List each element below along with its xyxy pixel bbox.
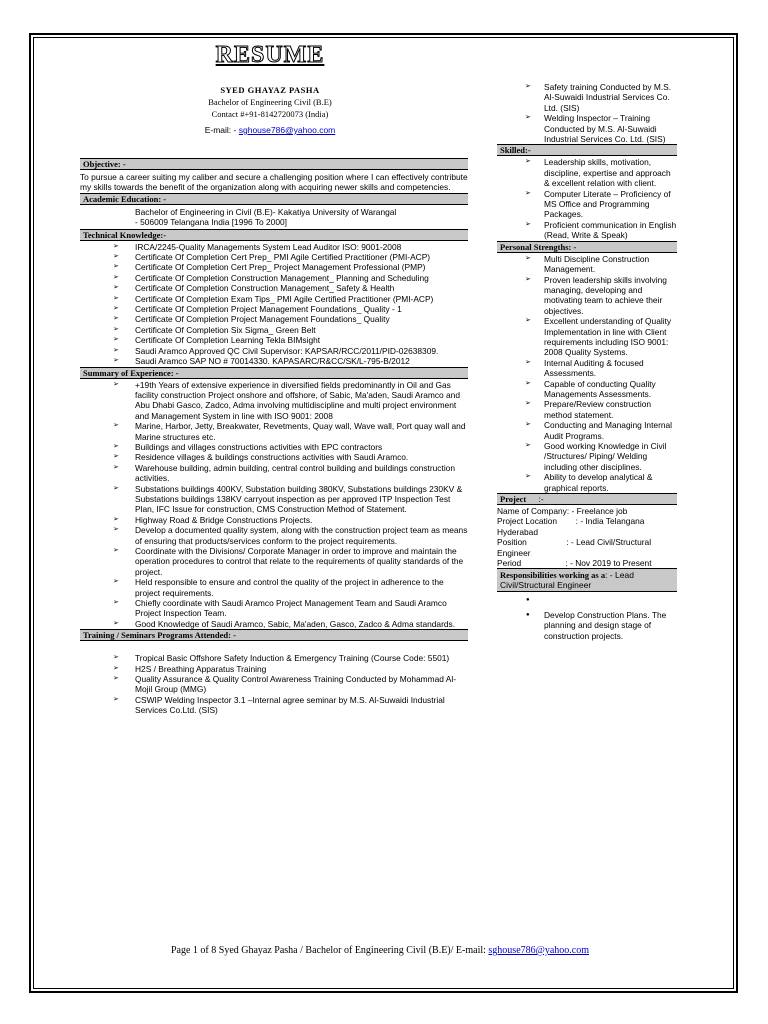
responsibility-item: ● Develop Construction Plans. The planning and design stage of construction projects. xyxy=(497,610,677,641)
technical-item: ➢ Certificate Of Completion Exam Tips_ PMI Agile Certified Practitioner (PMI-ACP) xyxy=(80,294,468,304)
project-heading-suffix: :- xyxy=(538,494,544,505)
summary-item: ➢ Buildings and villages constructions activities with EPC contractors xyxy=(80,442,468,452)
summary-item: ➢ +19th Years of extensive experience in diversified fields predominantly in Oil and Gas facility construction Project onshore and offshore, of Sabic, Ma'aden, Saudi Aramco and Abu Dhabi Gasco, Zadco, Adma involving multidiscipline and multi project environment and Management System in line with ISO 9001: 2008 xyxy=(80,380,468,422)
summary-item: ➢ Warehouse building, admin building, central control building and buildings construction activities. xyxy=(80,463,468,484)
email-line xyxy=(150,124,390,136)
technical-item: ➢ Certificate Of Completion Six Sigma_ Green Belt xyxy=(80,325,468,335)
skilled-section xyxy=(497,144,677,240)
project-location: Project Location : - India Telangana Hyderabad xyxy=(497,516,647,537)
objective-text: To pursue a career suiting my caliber and secure a challenging position where I can effectively contribute my skills towards the benefit of the organization along with acquiring newer skills and competencies. xyxy=(80,172,468,193)
objective-heading: Objective: - xyxy=(80,158,468,170)
project-period: Period : - Nov 2019 to Present xyxy=(497,558,652,569)
responsibilities-heading xyxy=(497,568,677,592)
education-heading: Academic Education: - xyxy=(80,193,468,205)
contact-line: Contact #+91-8142720073 (India) xyxy=(211,109,329,119)
technical-section xyxy=(80,229,468,367)
project-position: Position : - Lead Civil/Structural Engineer xyxy=(497,537,654,558)
technical-item: ➢ Certificate Of Completion Construction Management_ Planning and Scheduling xyxy=(80,273,468,283)
training-continued-list xyxy=(497,82,677,144)
technical-item: ➢ Certificate Of Completion Cert Prep_ PMI Agile Certified Practitioner (PMI-ACP) xyxy=(80,252,468,262)
project-company: Name of Company: - Freelance job xyxy=(497,506,628,517)
training-section xyxy=(80,629,468,715)
summary-item: ➢ Highway Road & Bridge Constructions Projects. xyxy=(80,515,468,525)
strength-item: ➢ Ability to develop analytical & graphical reports. xyxy=(497,472,677,493)
project-heading-label: Project xyxy=(500,494,527,505)
strength-item: ➢ Good working Knowledge in Civil /Structures/ Piping/ Welding including other disciplines. xyxy=(497,441,677,472)
technical-item: ➢ IRCA/2245-Quality Managements System Lead Auditor ISO: 9001-2008 xyxy=(80,242,468,252)
technical-item: ➢ Certificate Of Completion Cert Prep_ Project Management Professional (PMP) xyxy=(80,262,468,272)
responsibility-item xyxy=(497,595,677,605)
technical-heading: Technical Knowledge:- xyxy=(80,229,468,241)
summary-heading: Summary of Experience: - xyxy=(80,367,468,379)
strength-item: ➢ Multi Discipline Construction Management. xyxy=(497,254,677,275)
summary-section xyxy=(80,367,468,630)
summary-item: ➢ Chiefly coordinate with Saudi Aramco Project Management Team and Saudi Aramco Project Inspection Team. xyxy=(80,598,468,619)
technical-item: ➢ Saudi Aramco Approved QC Civil Supervisor: KAPSAR/RCC/2011/PID-02638309. xyxy=(80,346,468,356)
technical-item: ➢ Certificate Of Completion Learning Tekla BIMsight xyxy=(80,335,468,345)
skilled-heading: Skilled:- xyxy=(497,144,677,156)
training-item: ➢ Welding Inspector – Training Conducted by M.S. Al-Suwaidi Industrial Services Co. Ltd. (SIS) xyxy=(497,113,677,144)
strength-item: ➢ Internal Auditing & focused Assessments. xyxy=(497,358,677,379)
strengths-section xyxy=(497,241,677,493)
skilled-item: ➢ Leadership skills, motivation, discipline, expertise and approach & excellent relation with client. xyxy=(497,157,677,188)
technical-item: ➢ Certificate Of Completion Project Management Foundations_ Quality - 1 xyxy=(80,304,468,314)
objective-section xyxy=(80,158,468,193)
summary-item: ➢ Residence villages & buildings constructions activities with Saudi Aramco. xyxy=(80,452,468,462)
candidate-name: SYED GHAYAZ PASHA xyxy=(220,85,320,95)
email-link[interactable]: sghouse786@yahoo.com xyxy=(238,125,336,135)
technical-item: ➢ Certificate Of Completion Construction Management_ Safety & Health xyxy=(80,283,468,293)
resume-title: RESUME xyxy=(215,42,325,68)
project-section xyxy=(497,493,677,568)
summary-item: ➢ Coordinate with the Divisions/ Corporate Manager in order to improve and maintain the operation procedures to control that relate to the requirements of quality standards of the project. xyxy=(80,546,468,577)
training-item: ➢ H2S / Breathing Apparatus Training xyxy=(80,664,468,674)
degree-line: Bachelor of Engineering Civil (B.E) xyxy=(208,97,332,107)
email-label: E-mail: - xyxy=(204,125,237,135)
strength-item: ➢ Proven leadership skills involving managing, developing and motivating team to achieve their objectives. xyxy=(497,275,677,317)
training-heading: Training / Seminars Programs Attended: - xyxy=(80,629,468,641)
training-item: ➢ Tropical Basic Offshore Safety Induction & Emergency Training (Course Code: 5501) xyxy=(80,653,468,663)
training-item: ➢ CSWIP Welding Inspector 3.1 –Internal agree seminar by M.S. Al-Suwaidi Industrial Services Co.Ltd. (SIS) xyxy=(80,695,468,716)
strength-item: ➢ Capable of conducting Quality Managements Assessments. xyxy=(497,379,677,400)
right-column xyxy=(497,82,677,641)
page-footer xyxy=(80,944,680,957)
project-heading xyxy=(497,493,677,505)
responsibilities-heading-suffix: : - Lead Civil/Structural Engineer xyxy=(500,570,634,591)
training-item: ➢ Quality Assurance & Quality Control Awareness Training Conducted by Mohammad Al-Mojil Group (MMG) xyxy=(80,674,468,695)
left-column xyxy=(80,158,468,716)
footer-email-link[interactable]: sghouse786@yahoo.com xyxy=(488,945,589,956)
summary-item: ➢ Held responsible to ensure and control the quality of the project in adherence to the project requirements. xyxy=(80,577,468,598)
summary-item: ➢ Good Knowledge of Saudi Aramco, Sabic, Ma'aden, Gasco, Zadco & Adma standards. xyxy=(80,619,468,629)
summary-item: ➢ Develop a documented quality system, along with the construction project team as means of ensuring that products/services conform to the project requirements. xyxy=(80,525,468,546)
summary-item: ➢ Substations buildings 400KV, Substation building 380KV, Substations buildings 230KV & Substations buildings 138KV carryout inspection as per approved ITP Inspection Test Plan, IFC Issue for construction, CMS Construction Method of Statement. xyxy=(80,484,468,515)
summary-item: ➢ Marine, Harbor, Jetty, Breakwater, Revetments, Quay wall, Wave wall, Port quay wall and Marine structures etc. xyxy=(80,421,468,442)
skilled-item: ➢ Computer Literate – Proficiency of MS Office and Programming Packages. xyxy=(497,189,677,220)
responsibilities-section xyxy=(497,568,677,641)
education-text: Bachelor of Engineering in Civil (B.E)- Kakatiya University of Warangal - 506009 Telangana India [1996 To 2000] xyxy=(135,206,397,228)
education-section xyxy=(80,193,468,229)
skilled-item: ➢ Proficient communication in English (Read, Write & Speak) xyxy=(497,220,677,241)
technical-item: ➢ Saudi Aramco SAP NO # 70014330. KAPASARC/R&CC/SK/L-795-B/2012 xyxy=(80,356,468,366)
strengths-heading: Personal Strengths: - xyxy=(497,241,677,253)
technical-item: ➢ Certificate Of Completion Project Management Foundations_ Quality xyxy=(80,314,468,324)
strength-item: ➢ Conducting and Managing Internal Audit Programs. xyxy=(497,420,677,441)
strength-item: ➢ Excellent understanding of Quality Implementation in line with Client requirements including ISO 9001: 2008 Quality Systems. xyxy=(497,316,677,358)
strength-item: ➢ Prepare/Review construction method statement. xyxy=(497,399,677,420)
footer-text: Page 1 of 8 Syed Ghayaz Pasha / Bachelor of Engineering Civil (B.E)/ E-mail: xyxy=(170,945,486,956)
training-item: ➢ Safety training Conducted by M.S. Al-Suwaidi Industrial Services Co. Ltd. (SIS) xyxy=(497,82,677,113)
responsibilities-heading-label: Responsibilities working as a xyxy=(500,570,606,581)
